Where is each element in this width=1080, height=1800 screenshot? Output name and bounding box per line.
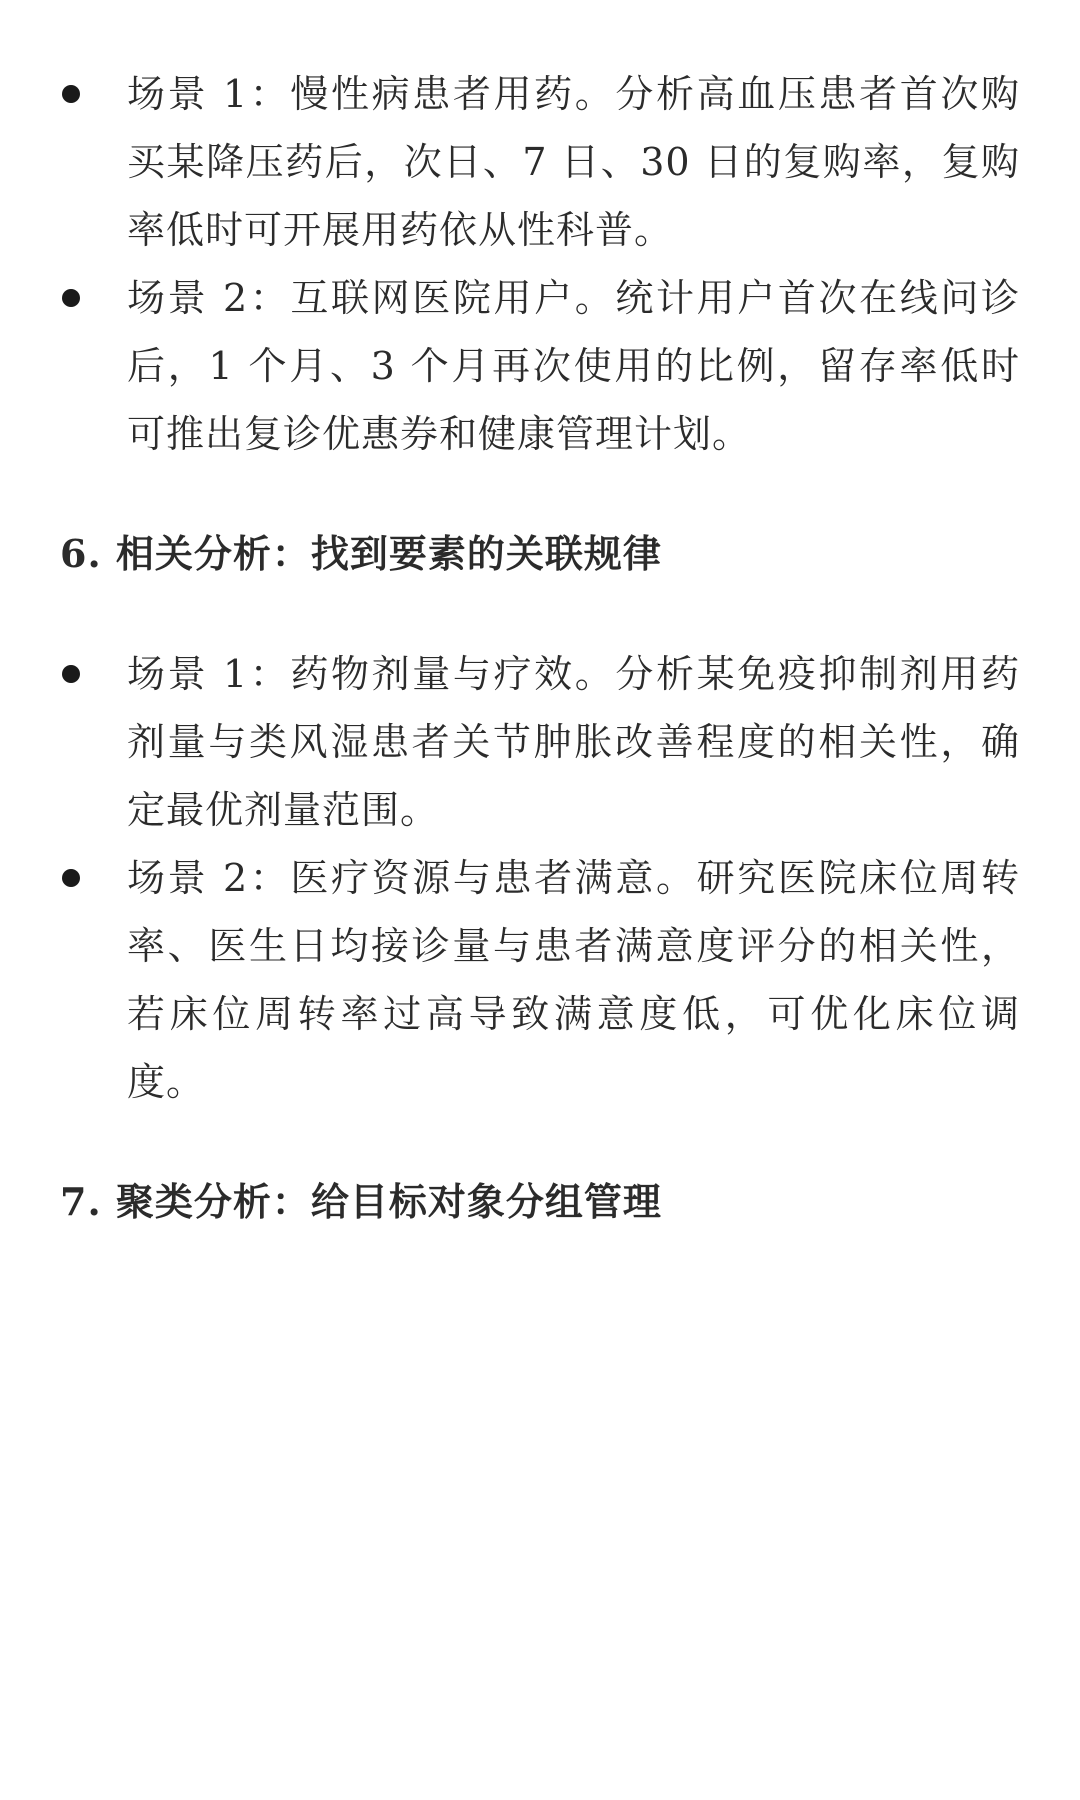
list-item bbox=[60, 640, 1020, 844]
list-item-text: 场景 2：互联网医院用户。统计用户首次在线问诊后，1 个月、3 个月再次使用的比例，留存率低时可推出复诊优惠券和健康管理计划。 bbox=[127, 276, 1020, 456]
list-item bbox=[60, 264, 1020, 468]
list-item-text: 场景 1：药物剂量与疗效。分析某免疫抑制剂用药剂量与类风湿患者关节肿胀改善程度的相关性，确定最优剂量范围。 bbox=[127, 652, 1020, 832]
section-heading-correlation: 6. 相关分析：找到要素的关联规律 bbox=[60, 531, 662, 576]
bullet-icon bbox=[62, 289, 80, 307]
bullet-icon bbox=[62, 869, 80, 887]
correlation-scenario-list bbox=[60, 640, 1020, 1116]
list-item-text: 场景 2：医疗资源与患者满意。研究医院床位周转率、医生日均接诊量与患者满意度评分的相关性，若床位周转率过高导致满意度低，可优化床位调度。 bbox=[127, 856, 1020, 1104]
list-item bbox=[60, 844, 1020, 1116]
section-heading-clustering: 7. 聚类分析：给目标对象分组管理 bbox=[60, 1179, 662, 1224]
list-item bbox=[60, 60, 1020, 264]
retention-scenario-list bbox=[60, 60, 1020, 468]
bullet-icon bbox=[62, 85, 80, 103]
list-item-text: 场景 1：慢性病患者用药。分析高血压患者首次购买某降压药后，次日、7 日、30 日的复购率，复购率低时可开展用药依从性科普。 bbox=[127, 72, 1020, 252]
bullet-icon bbox=[62, 665, 80, 683]
